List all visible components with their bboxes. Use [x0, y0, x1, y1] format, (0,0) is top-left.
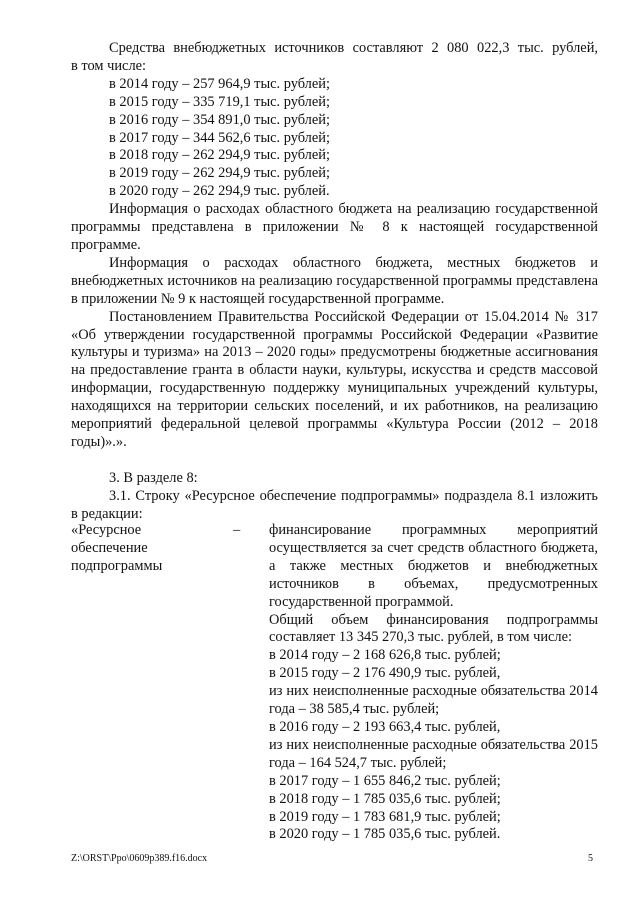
label-dash: – [233, 522, 241, 538]
section-heading: 3. В разделе 8: [109, 469, 198, 486]
year-financing-2016: в 2016 году – 2 193 663,4 тыс. рублей, [269, 718, 501, 735]
label-line: обеспечение [71, 539, 148, 556]
page-number: 5 [588, 853, 593, 864]
intro-line: Средства внебюджетных источников составляют 2 080 022,3 тыс. рублей, [109, 40, 598, 56]
year-financing-2018: в 2018 году – 1 785 035,6 тыс. рублей; [269, 790, 501, 807]
unfulfilled-obligations-2014: из них неисполненные расходные обязательства 2014 года – 38 585,4 тыс. рублей; [269, 683, 598, 718]
year-amount-2015: в 2015 году – 335 719,1 тыс. рублей; [109, 93, 330, 110]
label-line: «Ресурсное [71, 522, 142, 538]
resource-row-content [269, 522, 598, 844]
year-amount-2016: в 2016 году – 354 891,0 тыс. рублей; [109, 111, 330, 128]
year-amount-2014: в 2014 году – 257 964,9 тыс. рублей; [109, 75, 330, 92]
year-financing-2020: в 2020 году – 1 785 035,6 тыс. рублей. [269, 826, 501, 843]
document-body [71, 40, 598, 524]
label-line: подпрограммы [71, 557, 163, 574]
year-financing-2014: в 2014 году – 2 168 626,8 тыс. рублей; [269, 647, 501, 664]
unfulfilled-obligations-2015: из них неисполненные расходные обязательства 2015 года – 164 524,7 тыс. рублей; [269, 736, 598, 771]
footer-file-path: Z:\ORST\Ppo\0609p389.f16.docx [71, 853, 208, 864]
year-financing-2019: в 2019 году – 1 783 681,9 тыс. рублей; [269, 808, 501, 825]
paragraph-appendix-9: Информация о расходах областного бюджета, местных бюджетов и внебюджетных источников на реализацию государственной программы представлена в приложении № 9 к настоящей государственной программе. [71, 254, 598, 307]
resource-row-label [71, 522, 251, 576]
year-amount-2019: в 2019 году – 262 294,9 тыс. рублей; [109, 165, 330, 182]
section-instruction: 3.1. Строку «Ресурсное обеспечение подпрограммы» подраздела 8.1 изложить в редакции: [71, 487, 598, 522]
year-financing-2015: в 2015 году – 2 176 490,9 тыс. рублей, [269, 665, 501, 682]
intro-continuation: в том числе: [71, 57, 147, 74]
blank-line [71, 452, 598, 470]
paragraph-appendix-8: Информация о расходах областного бюджета на реализацию государственной программы представлена в приложении № 8 к настоящей государственной программе. [71, 201, 598, 253]
year-financing-2017: в 2017 году – 1 655 846,2 тыс. рублей; [269, 772, 501, 789]
total-financing-text: Общий объем финансирования подпрограммы составляет 13 345 270,3 тыс. рублей, в том числе: [269, 611, 598, 646]
year-amount-2018: в 2018 году – 262 294,9 тыс. рублей; [109, 147, 330, 164]
year-amount-2017: в 2017 году – 344 562,6 тыс. рублей; [109, 129, 330, 146]
paragraph-government-decree: Постановлением Правительства Российской Федерации от 15.04.2014 № 317 «Об утверждении государственной программы Российской Федерации «Развитие культуры и туризма» на 2013 – 2020 годы» предусмотрены бюджетные ассигнования на предоставление гранта в области науки, культуры, искусства и средств массовой информации, государственную поддержку муниципальных учреждений культуры, находящихся на территории сельских поселений, и их работников, на реализацию мероприятий федеральной целевой программы «Культура России (2012 – 2018 годы)».». [71, 308, 598, 450]
financing-text: финансирование программных мероприятий осуществляется за счет средств областного бюджета, а также местных бюджетов и внебюджетных источников в объемах, предусмотренных государственной программой. [269, 522, 598, 610]
year-amount-2020: в 2020 году – 262 294,9 тыс. рублей. [109, 183, 330, 200]
